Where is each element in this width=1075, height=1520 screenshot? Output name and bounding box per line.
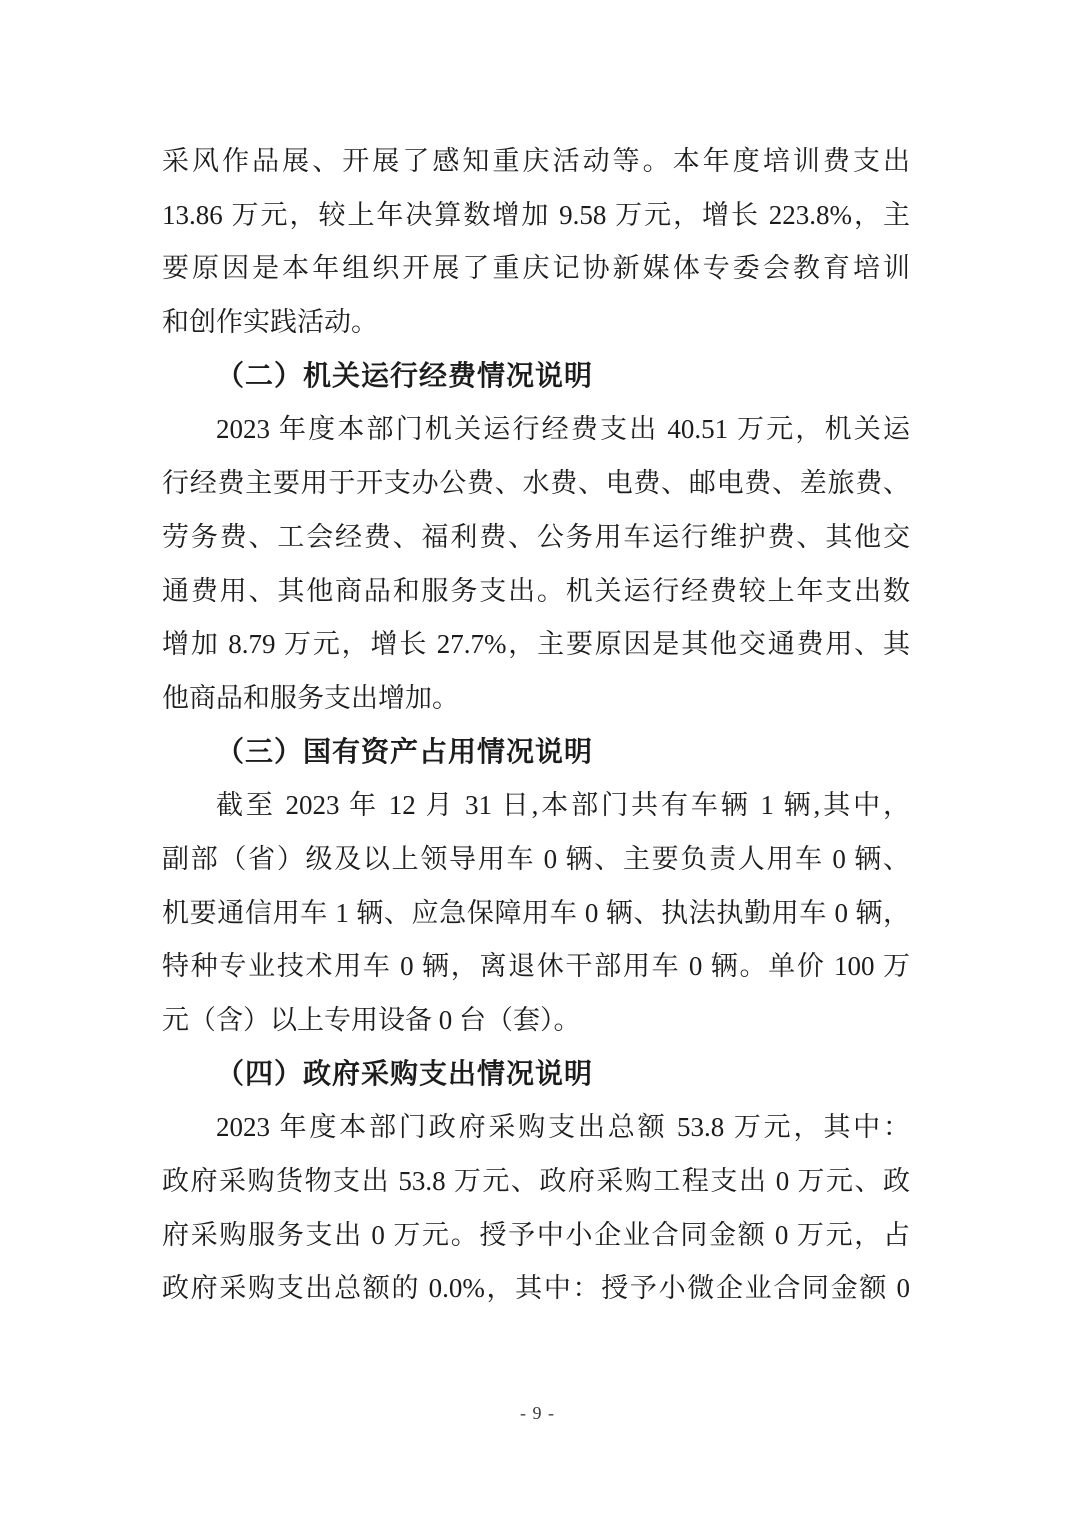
text-line: 他商品和服务支出增加。 (162, 682, 459, 713)
text-line: 和创作实践活动。 (162, 307, 378, 338)
section-heading: （三）国有资产占用情况说明 (216, 736, 594, 768)
text-line: 政府采购支出总额的 0.0%，其中：授予小微企业合同金额 0 (162, 1273, 910, 1304)
text-line: 副部（省）级及以上领导用车 0 辆、主要负责人用车 0 辆、 (162, 843, 910, 874)
text-line: 采风作品展、开展了感知重庆活动等。本年度培训费支出 (162, 146, 910, 176)
text-line: 截至 2023 年 12 月 31 日,本部门共有车辆 1 辆,其中， (216, 790, 910, 821)
text-line: 劳务费、工会经费、福利费、公务用车运行维护费、其他交 (162, 521, 910, 552)
text-line: 机要通信用车 1 辆、应急保障用车 0 辆、执法执勤用车 0 辆， (162, 897, 910, 928)
text-line: 13.86 万元，较上年决算数增加 9.58 万元，增长 223.8%，主 (162, 199, 910, 230)
text-line: 要原因是本年组织开展了重庆记协新媒体专委会教育培训 (162, 253, 910, 284)
document-body (162, 135, 910, 1316)
text-line: 元（含）以上专用设备 0 台（套）。 (162, 1005, 581, 1035)
section-heading: （二）机关运行经费情况说明 (216, 360, 594, 392)
text-line: 2023 年度本部门机关运行经费支出 40.51 万元，机关运 (216, 414, 910, 445)
section-heading: （四）政府采购支出情况说明 (216, 1058, 594, 1090)
text-line: 2023 年度本部门政府采购支出总额 53.8 万元，其中： (216, 1112, 910, 1143)
text-line: 府采购服务支出 0 万元。授予中小企业合同金额 0 万元，占 (162, 1219, 910, 1250)
text-line: 特种专业技术用车 0 辆，离退休干部用车 0 辆。单价 100 万 (162, 951, 910, 982)
text-line: 行经费主要用于开支办公费、水费、电费、邮电费、差旅费、 (162, 468, 910, 499)
text-line: 增加 8.79 万元，增长 27.7%，主要原因是其他交通费用、其 (162, 629, 910, 660)
text-line: 通费用、其他商品和服务支出。机关运行经费较上年支出数 (162, 575, 910, 606)
page-number: - 9 - (520, 1403, 555, 1423)
text-line: 政府采购货物支出 53.8 万元、政府采购工程支出 0 万元、政 (162, 1166, 910, 1197)
